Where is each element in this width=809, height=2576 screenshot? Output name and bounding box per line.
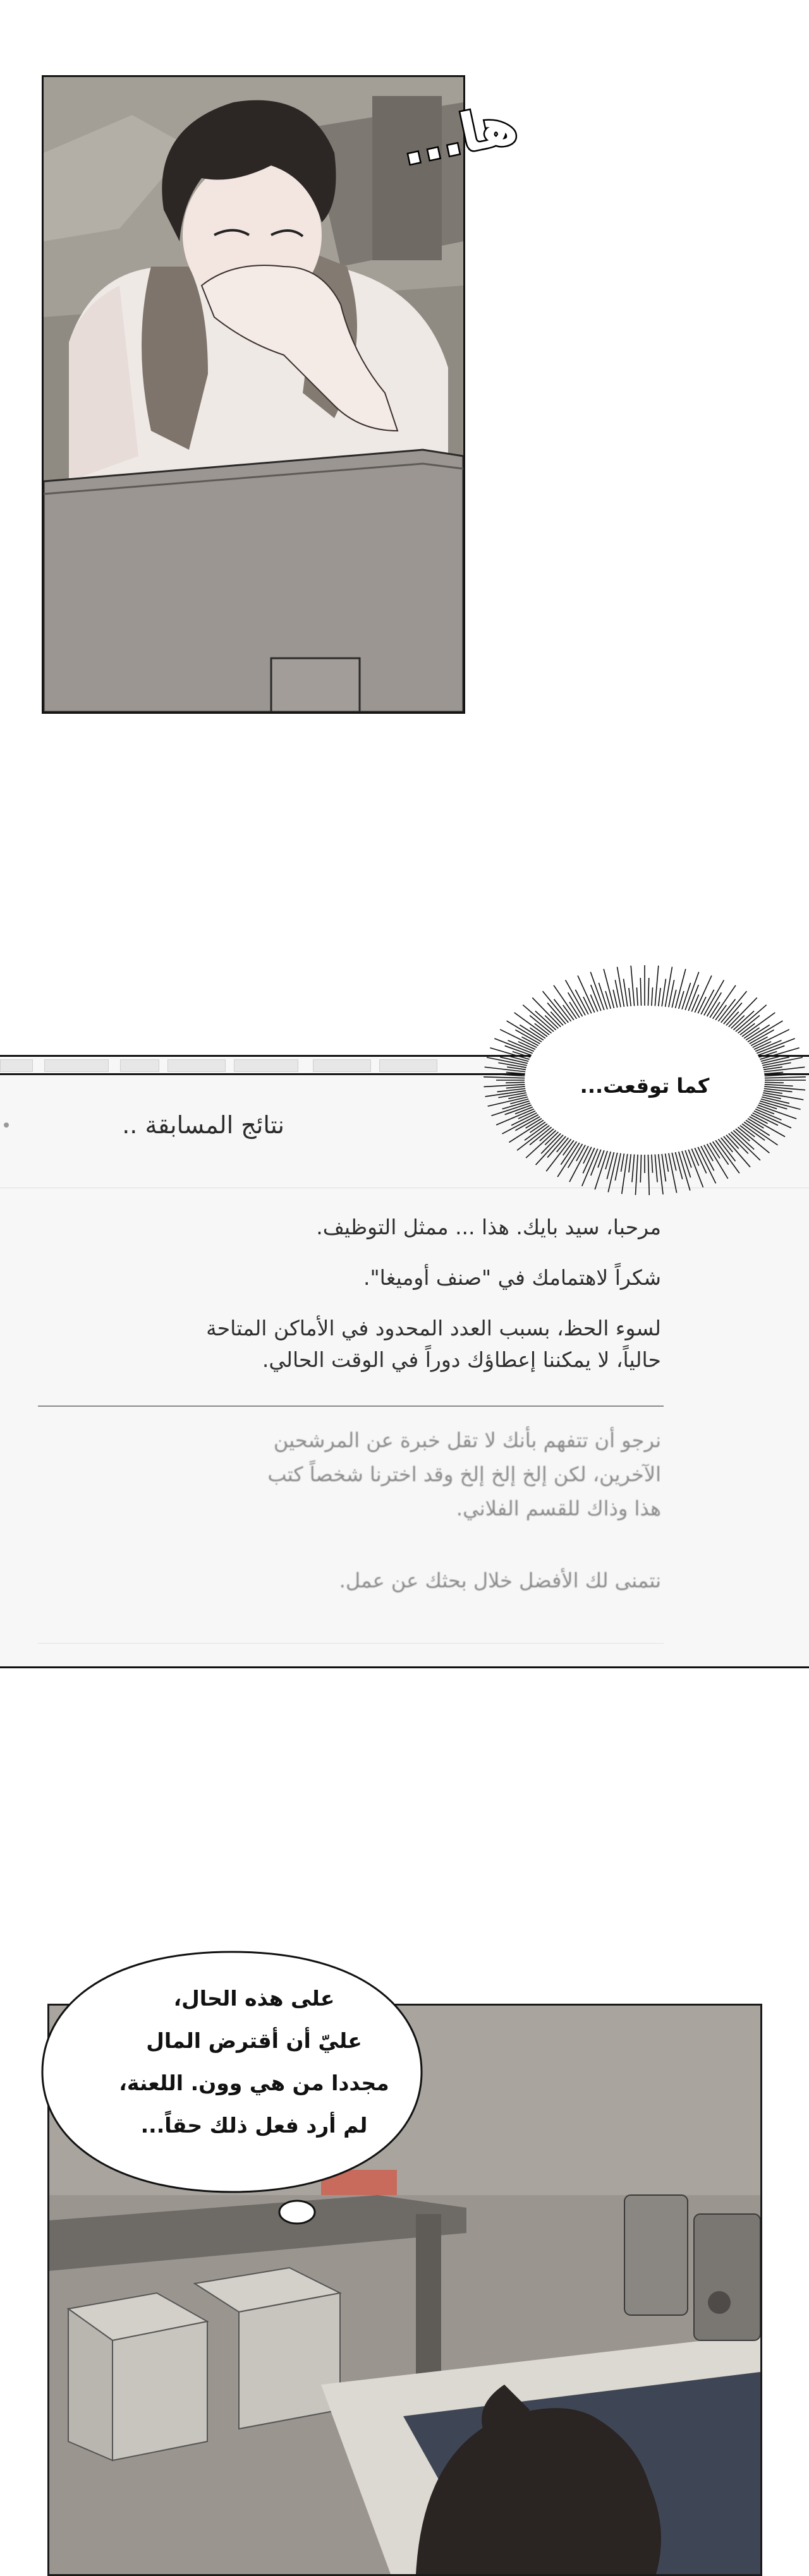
bullet-icon <box>4 1122 9 1128</box>
sfx-sigh: ها... <box>395 92 523 178</box>
email-faded-line: نرجو أن تتفهم بأنك لا تقل خبرة عن المرشحين <box>273 1428 661 1452</box>
panel-1-artwork <box>44 77 463 712</box>
thought-bubble-line: لم أرد فعل ذلك حقاً... <box>140 2113 368 2138</box>
browser-tab <box>313 1059 371 1072</box>
email-faded-line: نتمنى لك الأفضل خلال بحثك عن عمل. <box>339 1568 661 1592</box>
email-divider <box>38 1405 664 1407</box>
thought-bubble-line: مجددا من هي وون. اللعنة، <box>119 2071 389 2095</box>
browser-tab-bar <box>0 1057 442 1073</box>
email-line: حالياً، لا يمكننا إعطاؤك دوراً في الوقت الحالي. <box>262 1347 661 1372</box>
shout-bubble-text: كما توقعت... <box>580 1074 710 1098</box>
thought-bubble-line: عليّ أن أقترض المال <box>146 2028 362 2053</box>
browser-tab <box>0 1059 33 1072</box>
browser-tab <box>167 1059 226 1072</box>
email-faded-line: هذا وذاك للقسم الفلاني. <box>456 1496 661 1520</box>
email-line: مرحبا، سيد بايك. هذا ... ممثل التوظيف. <box>316 1215 661 1239</box>
browser-tab <box>379 1059 437 1072</box>
browser-tab <box>44 1059 109 1072</box>
browser-tab <box>234 1059 298 1072</box>
browser-tab <box>120 1059 159 1072</box>
comic-panel-1 <box>42 75 465 714</box>
email-faded-line: الآخرين، لكن إلخ إلخ إلخ وقد اخترنا شخصاً كتب <box>267 1462 661 1486</box>
thought-bubble-line: على هذه الحال، <box>173 1986 335 2011</box>
email-line: لسوء الحظ، بسبب العدد المحدود في الأماكن المتاحة <box>206 1316 661 1340</box>
email-line: شكراً لاهتمامك في "صنف أوميغا". <box>363 1265 661 1290</box>
email-subject: نتائج المسابقة .. <box>122 1111 284 1139</box>
